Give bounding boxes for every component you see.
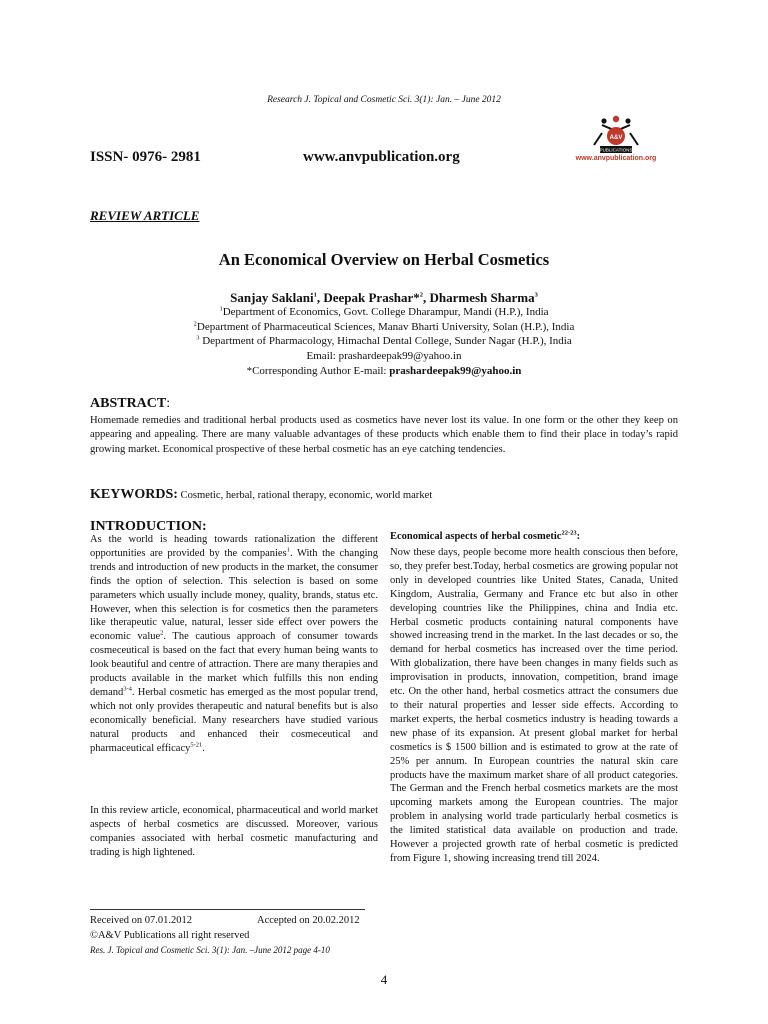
affiliation [0,321,768,333]
abstract-heading [90,396,170,412]
introduction-paragraph-2: In this review article, economical, pharmaceutical and world market aspects of herbal cosmetics are discussed. Moreover, various companies associated with herbal cosmetic manufacturing and trading is high lightened. [90,805,378,858]
affiliation-text: Department of Economics, Govt. College Dharampur, Mandi (H.P.), India [222,306,549,318]
publisher-logo [566,111,666,171]
journal-header: Research J. Topical and Cosmetic Sci. 3(1): Jan. – June 2012 [267,95,501,105]
issn: ISSN- 0976- 2981 [90,149,201,165]
publisher-logo-icon [566,111,666,157]
corresponding-email: prashardeepak99@yahoo.in [389,365,522,377]
abstract-text: Homemade remedies and traditional herbal products used as cosmetics have never lost its value. In one form or the other they keep on appearing and appealing. There are many valuable advantages of these products which enable them to find their place in today’s rapid growing market. Economical prospective of these herbal cosmetic has an eye catching tendencies. [90,415,678,455]
text-run: . Herbal cosmetic has emerged as the most popular trend, which not only provides therapeutic and natural benefits but is also economically beneficial. Many researchers have studied various natural products and enhanced their cosmeceutical and pharmaceutical efficacy [90,686,378,754]
citation-sup: 2 [160,629,164,637]
email-line: Email: prashardeepak99@yahoo.in [306,350,462,362]
keywords [90,487,432,503]
article-type: REVIEW ARTICLE [90,208,200,223]
footnote-divider [90,909,365,910]
author-sep: , [316,290,324,305]
affiliation-sup: 1 [219,305,223,313]
citation: Res. J. Topical and Cosmetic Sci. 3(1): Jan. –June 2012 page 4-10 [90,945,330,955]
accepted-date: Accepted on 20.02.2012 [257,915,360,926]
author-name: Sanjay Saklani [230,290,314,305]
author-name: Deepak Prashar* [323,290,420,305]
article-title: An Economical Overview on Herbal Cosmetics [218,250,550,269]
affiliation-text: Department of Pharmacology, Himachal Dental College, Sunder Nagar (H.P.), India [199,335,572,347]
corresponding-label: *Corresponding Author E-mail: [246,365,390,377]
economical-heading [390,531,680,542]
authors [0,290,768,306]
introduction-paragraph-1 [90,533,378,756]
economical-heading-colon: : [576,531,581,542]
introduction-heading: INTRODUCTION: [90,519,207,534]
affiliation [0,335,768,347]
affiliation-text: Department of Pharmaceutical Sciences, Manav Bharti University, Solan (H.P.), India [196,321,575,333]
copyright: ©A&V Publications all right reserved [90,930,250,941]
author-sup: 1 [313,291,317,299]
author-sep: , [423,290,430,305]
text-run: . The cautious approach of consumer towards cosmeceutical is based on the fact that every human being wants to look beautiful and centre of attraction. There are many therapies and products available in the market which fulfills this non ending demand [90,631,378,698]
affiliation-sup: 2 [193,320,197,328]
text-run: . With the changing trends and introduction of new products in the market, the consumer finds the option of selection. This selection is based on some parameters which usually include money, quality, brands, status etc. However, when this selection is for cosmetics then the parameters like therapeutic value, natural, lesser side effect over powers the economic value [90,547,378,643]
citation-sup: 1 [286,546,290,554]
author-sup: 2 [419,291,424,299]
logo-url: www.anvpublication.org [575,155,657,162]
abstract-colon: : [166,396,171,411]
keywords-label: KEYWORDS: [90,487,178,502]
received-date: Received on 07.01.2012 [90,915,193,926]
text-run: As the world is heading towards rationalization the different opportunities are provided by the companies [90,534,378,559]
economical-heading-text: Economical aspects of herbal cosmetic [390,531,562,542]
affiliation-sup: 3 [196,334,200,342]
economical-paragraph: Now these days, people become more health conscious then before, so, they prefer best.Today, herbal cosmetics are growing popular not only in developed countries like United States, Canada, United Kingdom, Australia, Germany and France etc but also in other developing countries like the Philippines, china and India etc. Herbal cosmetic products containing natural components have showed increasing trend in the market. In the last decades or so, the demand for herbal cosmetics has increased over the time period. With globalization, there have been changes in many fields such as improvisation in products, innovation, competition, brand image etc. On the other hand, herbal cosmetics attract the consumers due to their natural properties and lesser side effects. According to market experts, the herbal cosmetics industry is heading towards a new phase of its expansion. At present global market for herbal cosmetics is $ 1500 billion and is estimated to grow at the rate of 25% per annum. In European countries the natural skin care products have the maximum market share of all product categories. The German and the French herbal cosmetics markets are the most upcoming markets among the European countries. The major problem in analysing world trade particularly herbal cosmetics is the limited statistical data available on production and trade. However a projected growth rate of herbal cosmetic is predicted from Figure 1, showing increasing trend till 2024. [390,547,678,864]
corresponding-author [0,365,768,377]
author-sup: 3 [534,291,538,299]
page-number: 4 [380,972,388,987]
affiliation [0,306,768,318]
abstract-heading-text: ABSTRACT [90,396,167,411]
keywords-text: Cosmetic, herbal, rational therapy, economic, world market [177,490,433,501]
citation-sup: 22-23 [561,529,577,537]
logo-badge: A&V [609,135,623,141]
author-name: Dharmesh Sharma [429,290,535,305]
text-run: . [202,742,205,754]
citation-sup: 3-4 [123,685,132,693]
citation-sup: 5-21 [190,741,203,749]
website-url: www.anvpublication.org [303,149,460,165]
logo-sub: PUBLICATIONS [599,147,633,153]
